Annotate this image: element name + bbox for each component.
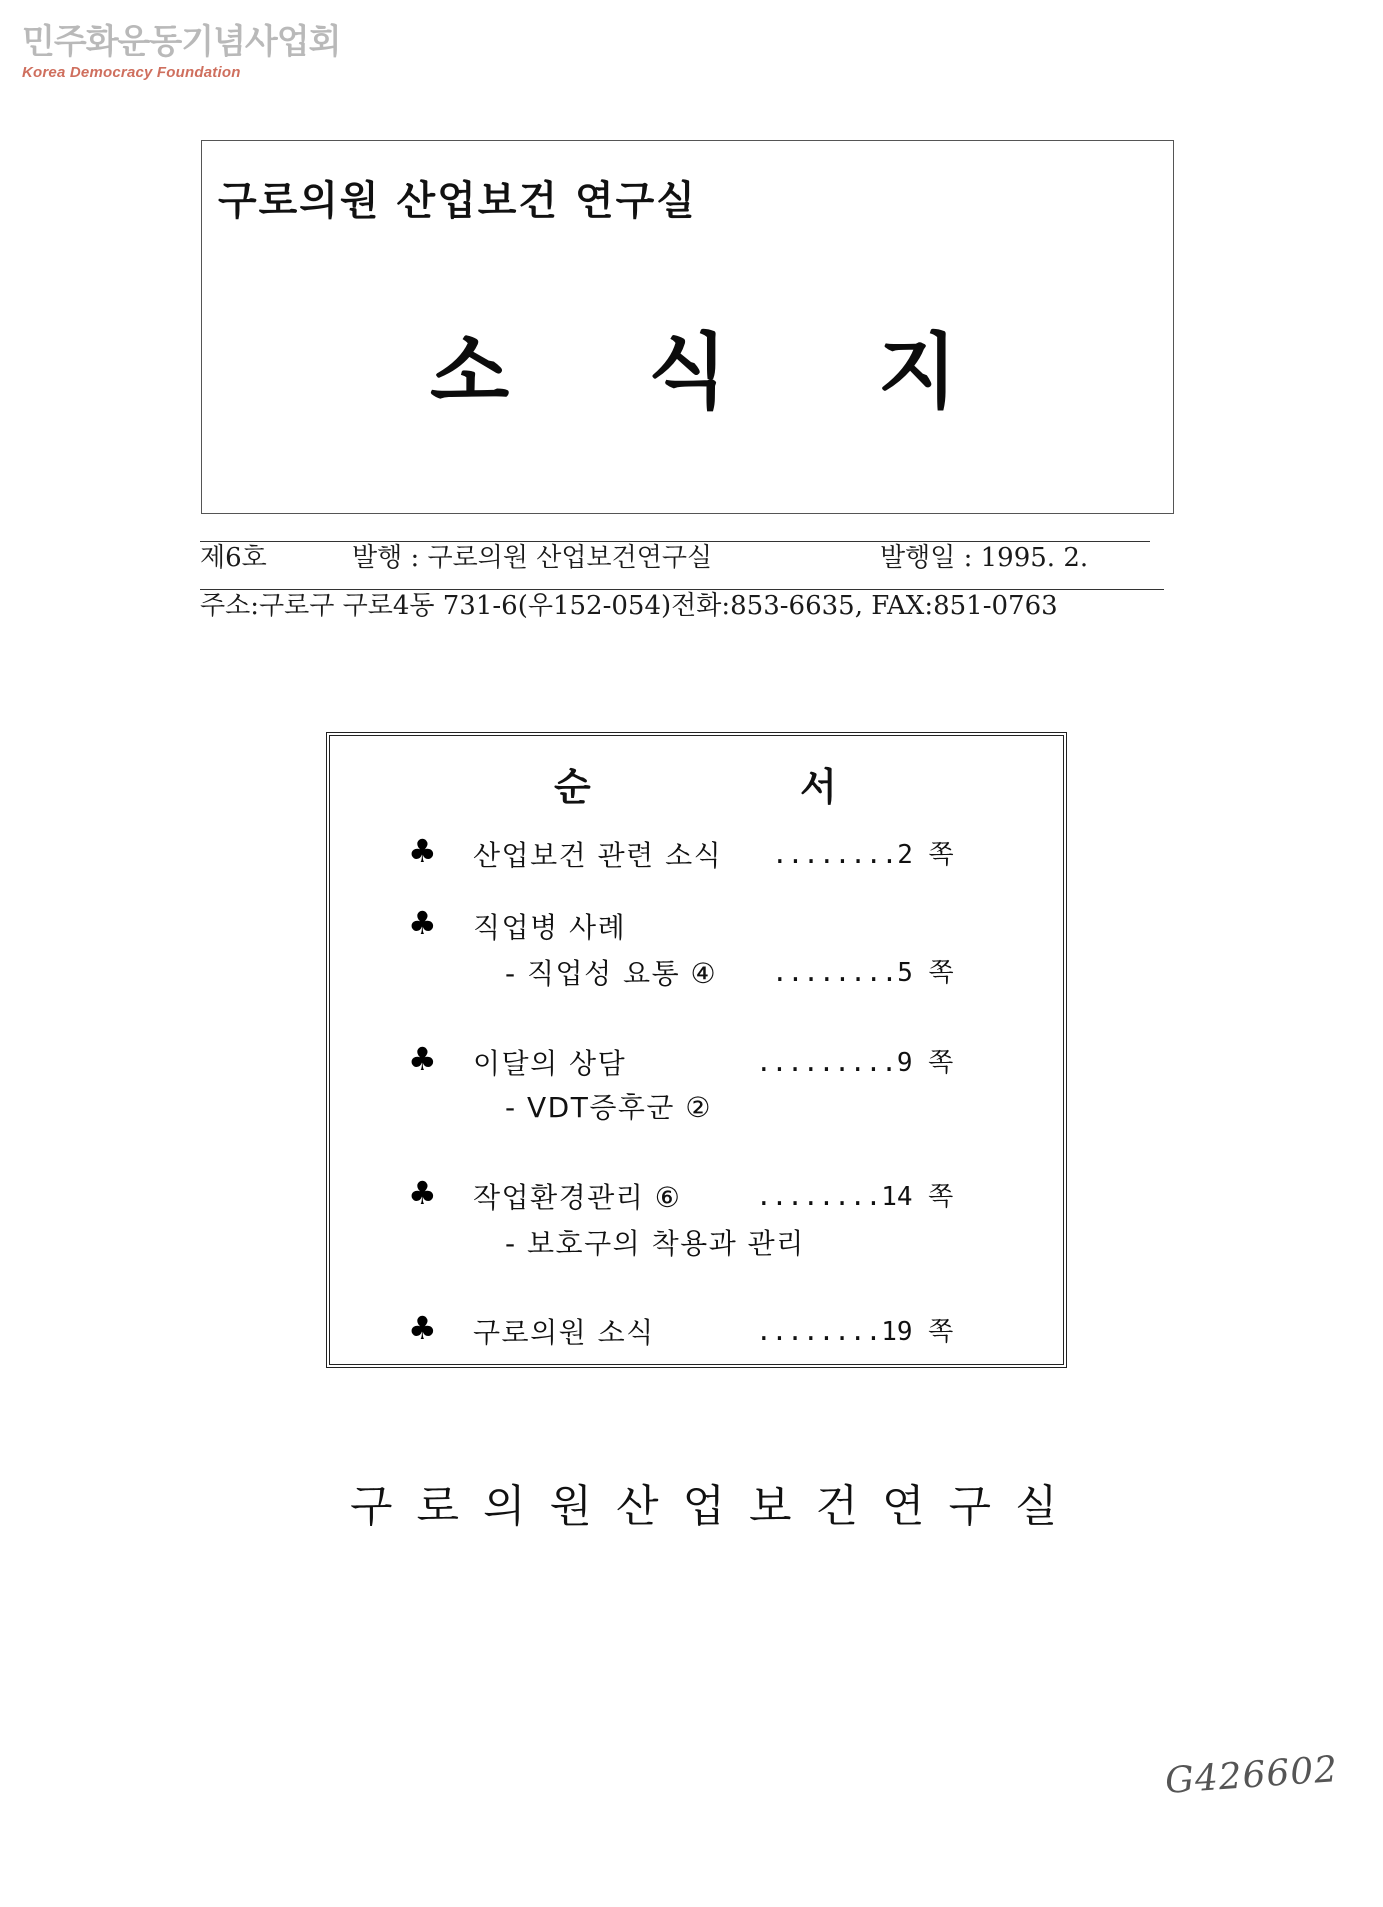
toc-item-label: 직업병 사례 xyxy=(473,911,627,944)
toc-item-label: 산업보건 관련 소식 xyxy=(473,839,723,872)
club-icon: ♣ xyxy=(408,1309,437,1347)
foundation-watermark xyxy=(22,22,340,81)
toc-item-page: .........9 쪽 xyxy=(756,1048,954,1078)
issue-info-line xyxy=(200,541,1150,573)
toc-item xyxy=(330,1311,1063,1351)
newsletter-title-char-3: 지 xyxy=(878,325,958,420)
club-icon: ♣ xyxy=(408,1040,437,1078)
toc-item-page: ........14 쪽 xyxy=(756,1182,954,1212)
table-of-contents xyxy=(326,732,1067,1368)
watermark-english: Korea Democracy Foundation xyxy=(22,64,241,81)
toc-item-page: ........19 쪽 xyxy=(756,1317,954,1347)
toc-item-label: 구로의원 소식 xyxy=(473,1316,655,1349)
club-icon: ♣ xyxy=(408,904,437,942)
toc-item xyxy=(330,1176,1063,1216)
org-title: 구로의원 산업보건 연구실 xyxy=(218,178,697,224)
toc-item xyxy=(330,1042,1063,1082)
issue-number: 제6호 xyxy=(200,543,267,573)
title-box xyxy=(201,140,1174,514)
toc-title-char-1: 순 xyxy=(554,765,591,809)
club-icon: ♣ xyxy=(408,832,437,870)
toc-item-page: ........5 쪽 xyxy=(772,958,954,988)
toc-subitem xyxy=(330,1086,1063,1126)
newsletter-title-char-1: 소 xyxy=(430,325,510,420)
toc-item-sub: - 보호구의 착용과 관리 xyxy=(505,1227,805,1260)
address-line xyxy=(200,589,1164,621)
address-text: 주소:구로구 구로4동 731-6(우152-054)전화:853-6635, FAX:851-0763 xyxy=(200,591,1058,621)
toc-subitem xyxy=(330,952,1063,992)
footer-org-name: 구로의원산업보건연구실 xyxy=(350,1481,1082,1532)
publication-date: 발행일 : 1995. 2. xyxy=(880,543,1089,573)
newsletter-title xyxy=(202,323,1173,423)
newsletter-title-char-2: 식 xyxy=(648,325,728,420)
toc-item-label: 작업환경관리 ⑥ xyxy=(473,1181,682,1214)
watermark-korean: 민주화운동기념사업회 xyxy=(22,22,341,62)
toc-item-page: ........2 쪽 xyxy=(772,840,954,870)
toc-subitem xyxy=(330,1222,1063,1262)
toc-item-label: 이달의 상담 xyxy=(473,1047,627,1080)
toc-item-sub: - 직업성 요통 ④ xyxy=(505,957,718,990)
toc-item xyxy=(330,834,1063,874)
club-icon: ♣ xyxy=(408,1174,437,1212)
handwritten-archive-code: G426602 xyxy=(1163,1749,1340,1802)
toc-title-char-2: 서 xyxy=(800,765,837,809)
publisher: 발행 : 구로의원 산업보건연구실 xyxy=(352,543,713,573)
toc-item-sub: - VDT증후군 ② xyxy=(505,1091,712,1124)
toc-item xyxy=(330,906,1063,946)
